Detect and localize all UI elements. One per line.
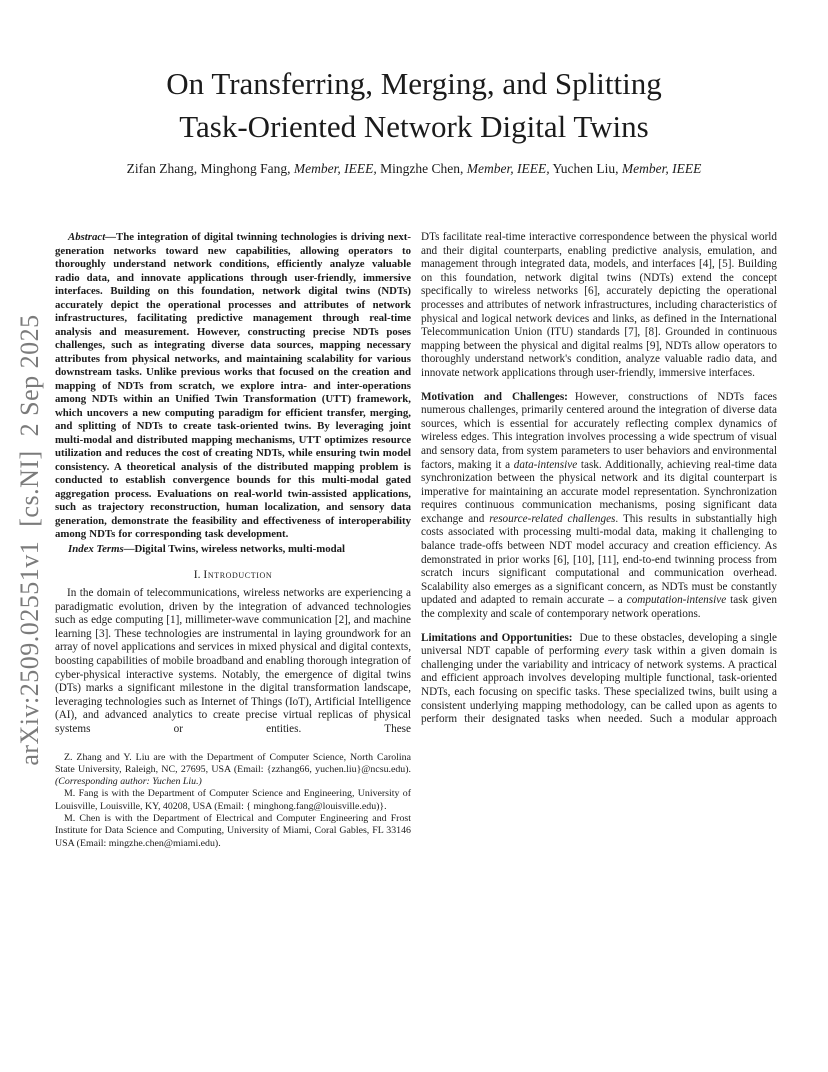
section-title: Introduction xyxy=(203,568,273,581)
footnote-zhang-liu: Z. Zhang and Y. Liu are with the Department of Computer Science, North Carolina State University, Raleigh, NC, 27695, USA (Email: {zzhang66, yuchen.liu}@ncsu.edu). (Corresponding author: Yuchen Liu.) xyxy=(55,751,411,788)
arxiv-watermark: arXiv:2509.02551v1 [cs.NI] 2 Sep 2025 xyxy=(15,314,44,766)
limitations-text: Due to these obstacles, developing a single universal NDT capable of performing every task within a given domain is challenging under the variability and intricacy of network systems. A practical and efficient approach involves developing multiple functional, task-oriented NDTs, each focusing on specific tasks. These specialized twins, built using a consistent underlying mapping methodology, can be called upon as agents to perform their designated tasks when needed. Such a modular approach xyxy=(421,631,777,726)
section-number: I. xyxy=(193,568,201,581)
paper-title-line2: Task-Oriented Network Digital Twins xyxy=(179,109,649,144)
right-column xyxy=(421,231,777,850)
motivation-paragraph xyxy=(421,391,777,622)
abstract-label: Abstract— xyxy=(68,231,116,243)
intro-paragraph: In the domain of telecommunications, wireless networks are experiencing a paradigmatic evolution, driven by the integration of advanced technologies such as edge computing [1], millimeter-wave communication [2], and machine learning [3]. These technologies are instrumental in laying groundwork for an array of novel applications and services in mixed physical and digital contexts, boosting capabilities of mobile broadband and enabling thorough integration of cyber-physical interactive systems. Notably, the emergence of digital twins (DTs) marks a significant milestone in the digital transformation landscape, leveraging technologies such as Internet of Things (IoT), Artificial Intelligence (AI), and advanced analytics to create precise virtual replicas of physical systems or entities. These xyxy=(55,587,411,735)
paper-title xyxy=(0,62,828,148)
section-heading-introduction xyxy=(55,568,411,582)
dts-continuation-paragraph: DTs facilitate real-time interactive correspondence between the physical world and their digital counterparts, enabling predictive analysis, emulation, and management through integrated data, models, and interfaces [4], [5]. Building on this foundation, network digital twins (NDTs) extend the concept specifically to wireless networks [6], accurately depicting the operational processes and attributes of network infrastructures, including characteristics of physical and logical network devices and links, as defined in the International Telecommunication Union (ITU) standards [7], [8]. Grounded in continuous mapping between the physical and digital realms [9], NDTs allow operators to thoroughly understand network's condition, analyze valuable radio data, and innovate network applications through user-friendly, immersive interfaces. xyxy=(421,231,777,379)
left-column xyxy=(55,231,411,850)
author-line: Zifan Zhang, Minghong Fang, Member, IEEE, Mingzhe Chen, Member, IEEE, Yuchen Liu, Member, IEEE xyxy=(126,161,702,176)
abstract-paragraph xyxy=(55,231,411,542)
footnote-fang: M. Fang is with the Department of Computer Science and Engineering, University of Louisville, Louisville, KY, 40208, USA (Email: { minghong.fang@louisville.edu)}. xyxy=(55,788,411,812)
index-terms-label: Index Terms— xyxy=(68,542,135,555)
footnote-chen: M. Chen is with the Department of Electrical and Computer Engineering and Frost Institute for Data Science and Computing, University of Miami, Coral Gables, FL 33146 USA (Email: mingzhe.chen@miami.edu). xyxy=(55,813,411,849)
motivation-heading: Motivation and Challenges: xyxy=(421,390,568,403)
two-column-body xyxy=(55,231,777,850)
index-terms xyxy=(55,543,411,557)
paper-title-line1: On Transferring, Merging, and Splitting xyxy=(166,66,662,101)
limitations-paragraph xyxy=(421,632,777,727)
motivation-text: However, constructions of NDTs faces numerous challenges, primarily centered around the integration of diverse data sources, which is essential for accurately reflecting complex dynamics of wireless edges. This integration involves processing a wide spectrum of visual and sensory data, from system parameters to user behaviors and environmental factors, making it a data-intensive task. Additionally, achieving real-time data synchronization between the physical network and its digital counterpart is imperative for maintaining an accurate model representation. Synchronization requires continuous communication mechanisms, posing significant data exchange and resource-related challenges. This results in substantially high costs associated with processing multi-modal data, making it challenging to balance trade-offs between NDT model accuracy and creation efficiency. As demonstrated in prior works [6], [10], [11], end-to-end twinning process from scratch incurs significant computational and communication overhead. Scalability also emerges as a significant concern, as NDTs must be constantly updated and adapted to remain accurate – a computation-intensive task given the complexity and scale of contemporary network operations. xyxy=(421,390,778,621)
author-footnotes xyxy=(55,752,411,850)
index-terms-text: Digital Twins, wireless networks, multi-modal xyxy=(134,542,346,555)
limitations-heading: Limitations and Opportunities: xyxy=(421,631,573,644)
abstract-text: The integration of digital twinning technologies is driving next-generation networks toward new capabilities, allowing operators to thoroughly understand network conditions, efficiently analyze valuable radio data, and innovate applications through user-friendly, immersive interfaces. Building on this foundation, network digital twins (NDTs) accurately depict the operational processes and attributes of network infrastructures, facilitating predictive management through real-time analysis and measurement. However, constructing precise NDTs poses challenges, such as integrating diverse data sources, mapping necessary attributes from physical networks, and maintaining scalability for various downstream tasks. Unlike previous works that focused on the creation and mapping of NDTs from scratch, we explore intra- and inter-operations among NDTs within an Unified Twin Transformation (UTT) framework, which uncovers a new computing paradigm for efficient transfer, merging, and splitting of NDTs to create task-oriented twins. By leveraging joint multi-modal and distributed mapping mechanisms, UTT optimizes resource utilization and reduces the cost of creating NDTs, while ensuring twin model consistency. A theoretical analysis of the distributed mapping problem is conducted to establish convergence bounds for this multi-modal gated aggregation process. Evaluations on real-world twin-assisted applications, such as trajectory reconstruction, human localization, and sensory data generation, demonstrate the feasibility and effectiveness of interoperability among NDTs for corresponding task development. xyxy=(55,231,411,540)
